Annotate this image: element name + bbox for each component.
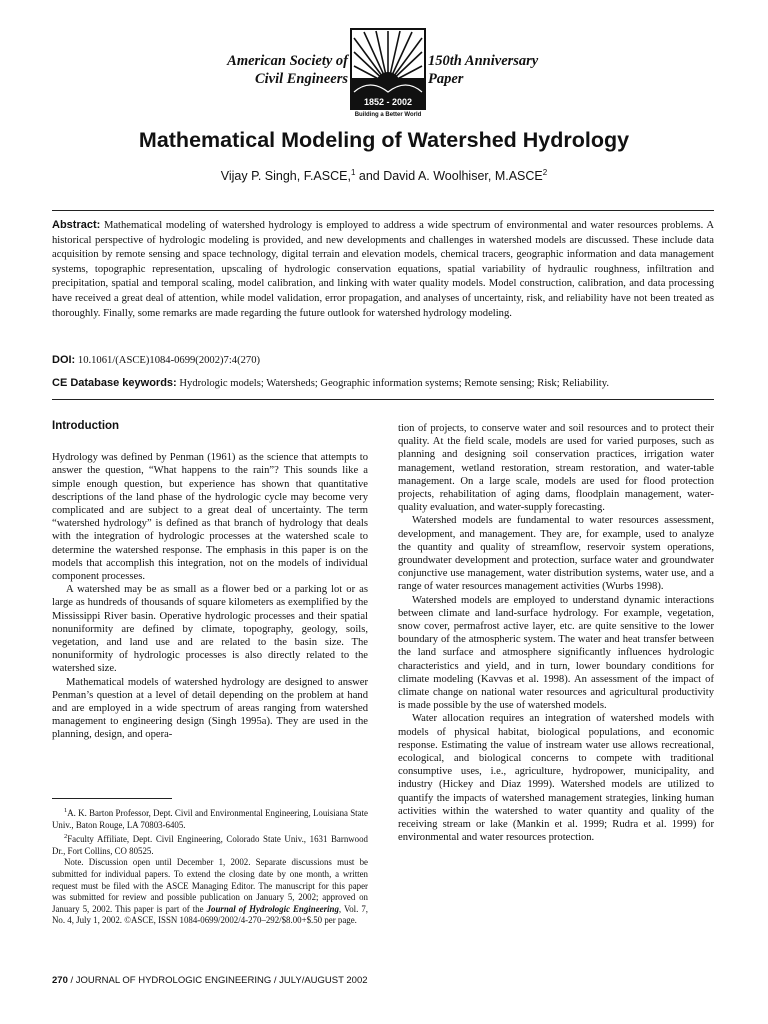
doi-value: 10.1061/(ASCE)1084-0699(2002)7:4(270): [77, 355, 261, 366]
asce-anniversary-logo: [350, 28, 426, 120]
abstract-text: Mathematical modeling of watershed hydrology is employed to address a wide spectrum of environmental and water resources problems. A historical perspective of hydrologic modeling is provided, and new developments and challenges in watershed models are discussed. These include data acquisition by remote sensing and space technology, digital terrain and elevation models, chemical tracers, geographic information and data management systems, topographic representation, upscaling of hydrologic conservation equations, spatial variability of hydraulic roughness, infiltration and precipitation, spatial and temporal scaling, model calibration, and linking with water quality models. Model construction, calibration, and data processing have received a great deal of attention, while model validation, error propagation, and analyses of uncertainty, risk, and reliability have not been treated as thoroughly. Finally, some remarks are made regarding the future outlook for watershed hydrology modeling.: [52, 220, 714, 319]
journal-running-footer: / JOURNAL OF HYDROLOGIC ENGINEERING / JULY/AUGUST 2002: [67, 975, 368, 986]
author-1-mark: 1: [350, 168, 356, 177]
logo-tagline: Building a Better World: [354, 112, 422, 118]
author-conj: and: [355, 169, 384, 184]
body-paragraph: A watershed may be as small as a flower bed or a parking lot or as large as hundreds of thousands of square kilometers as exemplified by the Mississippi River basin. Operative hydrologic processes and their spatial nonuniformity are defined by climate, topography, geology, soils, vegetation, and land use and are related to the basin size. The nonuniformity of hydrologic processes is also directly related to the watershed size.: [52, 584, 368, 675]
logo-years: 1852 - 2002: [363, 97, 413, 107]
footnote-1: $^1$A. K. Barton Professor, Dept. Civil and Environmental Engineering, Louisiana State Univ., Baton Rouge, LA 70803-6405.: [52, 807, 368, 830]
author-2-mark: 2: [542, 168, 548, 177]
section-heading-introduction: Introduction: [52, 420, 120, 432]
author-1: Vijay P. Singh, F.ASCE,: [220, 169, 351, 184]
paper-title: Mathematical Modeling of Watershed Hydrology: [138, 128, 630, 152]
body-paragraph: tion of projects, to conserve water and soil resources and to protect their quality. At the field scale, models are used for varied purposes, such as planning and designing soil conservation practices, irrigation water management, wetland restoration, stream restoration, and water-table management. On a large scale, models are used for flood protection projects, rehabilitation of aging dams, floodplain management, water-quality evaluation, and water-supply forecasting.: [398, 423, 714, 514]
anniversary-label: 150th Anniversary Paper: [428, 53, 539, 87]
abstract-top-rule: [52, 210, 714, 211]
body-paragraph: Watershed models are employed to understand dynamic interactions between climate and land-surface hydrology. For example, vegetation, snow cover, permafrost active layer, etc. are quite sensitive to the lower boundary of the atmospheric system. The water and heat transfer between the land surface and atmosphere significantly influences hydrologic characteristics and yield, and in turn, lower boundary conditions for climate modeling (Kavvas et al. 1998). An assessment of the impact of climate change on national water resources and agricultural productivity is made possible by the use of watershed models.: [398, 594, 714, 712]
discussion-note: Note. Discussion open until December 1, 2002. Separate discussions must be submitted for individual papers. To extend the closing date by one month, a written request must be filed with the ASCE Managing Editor. The manuscript for this paper was submitted for review and possible publication on January 5, 2002; approved on January 5, 2002. This paper is part of the Journal of Hydrologic Engineering, Vol. 7, No. 4, July 1, 2002. ©ASCE, ISSN 1084-0699/2002/4-270–292/$8.00+$.50 per page.: [52, 857, 369, 926]
keywords-label: CE Database keywords:: [52, 377, 177, 389]
society-name: American Society of Civil Engineers: [227, 53, 348, 87]
doi-label: DOI:: [52, 354, 76, 366]
body-paragraph: Mathematical models of watershed hydrology are designed to answer Penman’s question at a level of detail depending on the problem at hand and are employed in a wide spectrum of areas ranging from watershed management to engineering design (Singh 1995a). They are used in the planning, design, and opera-: [52, 676, 368, 741]
body-paragraph: Watershed models are fundamental to water resources assessment, development, and management. They are, for example, used to analyze the quantity and quality of streamflow, reservoir system operations, groundwater development and protection, surface water and groundwater conjunctive use management, water distribution systems, water use, and a range of water resources management activities (Wurbs 1998).: [398, 515, 714, 593]
author-line: [0, 168, 768, 183]
footnote-rule: [52, 798, 172, 799]
abstract-label: Abstract:: [52, 219, 101, 231]
right-column: [398, 422, 714, 845]
left-column: [52, 420, 368, 742]
footnotes: [52, 798, 368, 927]
abstract-bottom-rule: [52, 399, 714, 400]
keywords-value: Hydrologic models; Watersheds; Geographic information systems; Remote sensing; Risk; Reliability.: [179, 378, 609, 389]
body-paragraph: Water allocation requires an integration of watershed models with models of physical habitat, biological populations, and economic response. Estimating the value of instream water use allows recreational, ecological, and biological concerns to compete with traditional consumptive uses, i.e., agriculture, hydropower, municipality, and industry (Hickey and Diaz 1999). Watershed models are utilized to quantify the impacts of watershed management strategies, linking human activities within the watershed to water quantity and quality of the receiving stream or lake (Mankin et al. 1999; Rudra et al. 1999) for environmental and water resources protection.: [398, 713, 714, 844]
footnote-2: $^2$Faculty Affiliate, Dept. Civil Engineering, Colorado State Univ., 1631 Barnwood Dr., Fort Collins, CO 80525.: [52, 833, 368, 856]
page-footer: [52, 975, 368, 986]
abstract: [52, 218, 714, 321]
page-number: 270: [52, 975, 68, 986]
author-2: David A. Woolhiser, M.ASCE: [383, 169, 543, 184]
keywords-line: [52, 377, 714, 389]
body-paragraph: Hydrology was defined by Penman (1961) as the science that attempts to answer the question, “What happens to the rain”? This sounds like a simple enough question, but experience has shown that quantitative descriptions of the land phase of the hydrologic cycle may become very complicated and are subject to a great deal of uncertainty. The term “watershed hydrology” is defined as that branch of hydrology that deals with the integration of hydrologic processes at the watershed scale to determine the watershed response. The emphasis in this paper is on the models that accomplish this integration, not on the models of individual component processes.: [52, 452, 368, 583]
doi-line: [52, 354, 714, 366]
